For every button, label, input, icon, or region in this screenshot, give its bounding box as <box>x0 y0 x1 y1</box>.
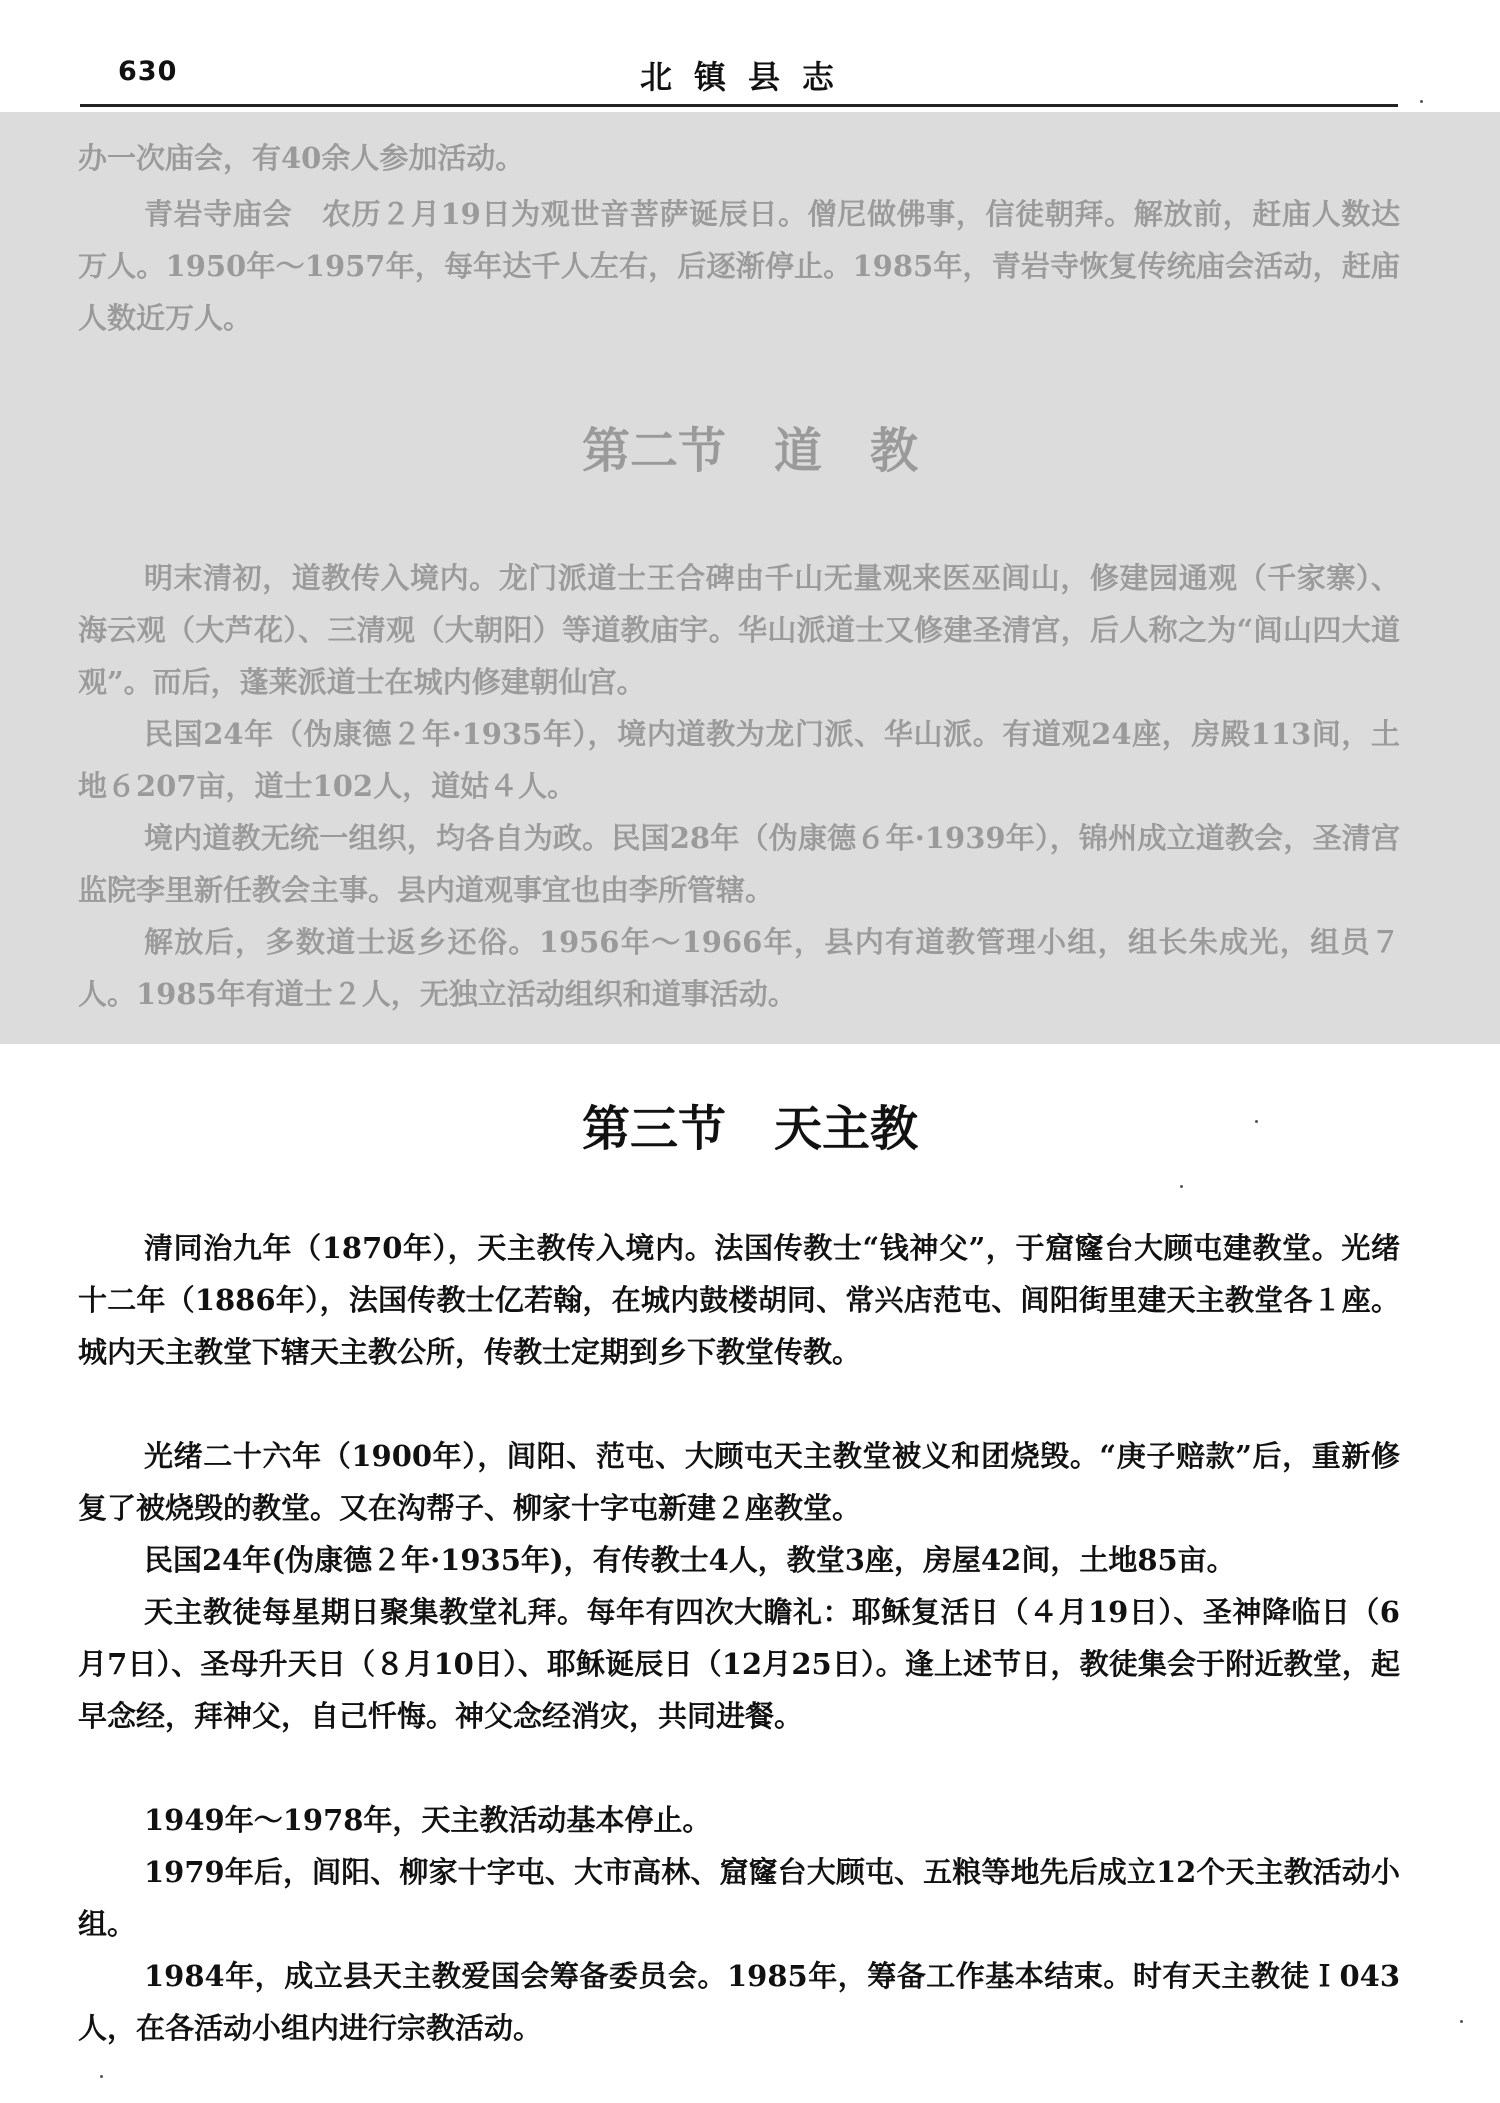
paragraph: 青岩寺庙会 农历２月19日为观世音菩萨诞辰日。僧尼做佛事，信徒朝拜。解放前，赶庙人数达万人。1950年～1957年，每年达千人左右，后逐渐停止。1985年，青岩寺恢复传统庙会活动，赶庙人数近万人。 <box>78 197 1400 335</box>
paragraph: 1949年～1978年，天主教活动基本停止。 <box>144 1803 712 1837</box>
section-title-catholicism: 第三节 天主教 <box>581 1101 918 1157</box>
scan-speck <box>1420 100 1423 103</box>
page-number: 630 <box>118 56 178 87</box>
paragraph: 1979年后，闾阳、柳家十字屯、大市高林、窟窿台大顾屯、五粮等地先后成立12个天主教活动小组。 <box>78 1855 1400 1941</box>
paragraph: 天主教徒每星期日聚集教堂礼拜。每年有四次大瞻礼：耶稣复活日（４月19日）、圣神降临日（6月7日）、圣母升天日（８月10日）、耶稣诞辰日（12月25日）。逢上述节日，教徒集会于附近教堂，起早念经，拜神父，自己忏悔。神父念经消灾，共同进餐。 <box>78 1595 1400 1733</box>
header-rule <box>80 104 1398 107</box>
book-title: 北镇县志 <box>640 58 857 96</box>
page-header <box>80 48 1400 102</box>
paragraph: 民国24年（伪康德２年·1935年），境内道教为龙门派、华山派。有道观24座，房殿113间，土地６207亩，道士102人，道姑４人。 <box>78 717 1400 803</box>
paragraph: 清同治九年（1870年），天主教传入境内。法国传教士“钱神父”，于窟窿台大顾屯建教堂。光绪十二年（1886年），法国传教士亿若翰，在城内鼓楼胡同、常兴店范屯、闾阳街里建天主教堂各１座。城内天主教堂下辖天主教公所，传教士定期到乡下教堂传教。 <box>78 1231 1400 1369</box>
paragraph: 办一次庙会，有40余人参加活动。 <box>78 141 525 175</box>
paragraph: 境内道教无统一组织，均各自为政。民国28年（伪康德６年·1939年），锦州成立道教会，圣清宫监院李里新任教会主事。县内道观事宜也由李所管辖。 <box>78 821 1400 907</box>
scan-speck <box>1255 1120 1258 1123</box>
scan-speck <box>1460 2020 1463 2023</box>
paragraph: 明末清初，道教传入境内。龙门派道士王合碑由千山无量观来医巫闾山，修建园通观（千家寨）、海云观（大芦花）、三清观（大朝阳）等道教庙宇。华山派道士又修建圣清宫，后人称之为“闾山四大道观”。而后，蓬莱派道士在城内修建朝仙宫。 <box>78 561 1400 699</box>
paragraph: 1984年，成立县天主教爱国会筹备委员会。1985年，筹备工作基本结束。时有天主教徒Ｉ043人，在各活动小组内进行宗教活动。 <box>78 1959 1400 2045</box>
scan-speck <box>100 2075 103 2078</box>
scan-speck <box>1180 1185 1183 1188</box>
highlighted-region <box>0 112 1500 1044</box>
section-title-taoism: 第二节 道 教 <box>581 423 918 479</box>
paragraph: 光绪二十六年（1900年），闾阳、范屯、大顾屯天主教堂被义和团烧毁。“庚子赔款”后，重新修复了被烧毁的教堂。又在沟帮子、柳家十字屯新建２座教堂。 <box>78 1439 1400 1525</box>
paragraph: 解放后，多数道士返乡还俗。1956年～1966年，县内有道教管理小组，组长朱成光，组员７人。1985年有道士２人，无独立活动组织和道事活动。 <box>78 925 1400 1011</box>
paragraph: 民国24年(伪康德２年·1935年)，有传教士4人，教堂3座，房屋42间，土地85亩。 <box>144 1543 1236 1577</box>
